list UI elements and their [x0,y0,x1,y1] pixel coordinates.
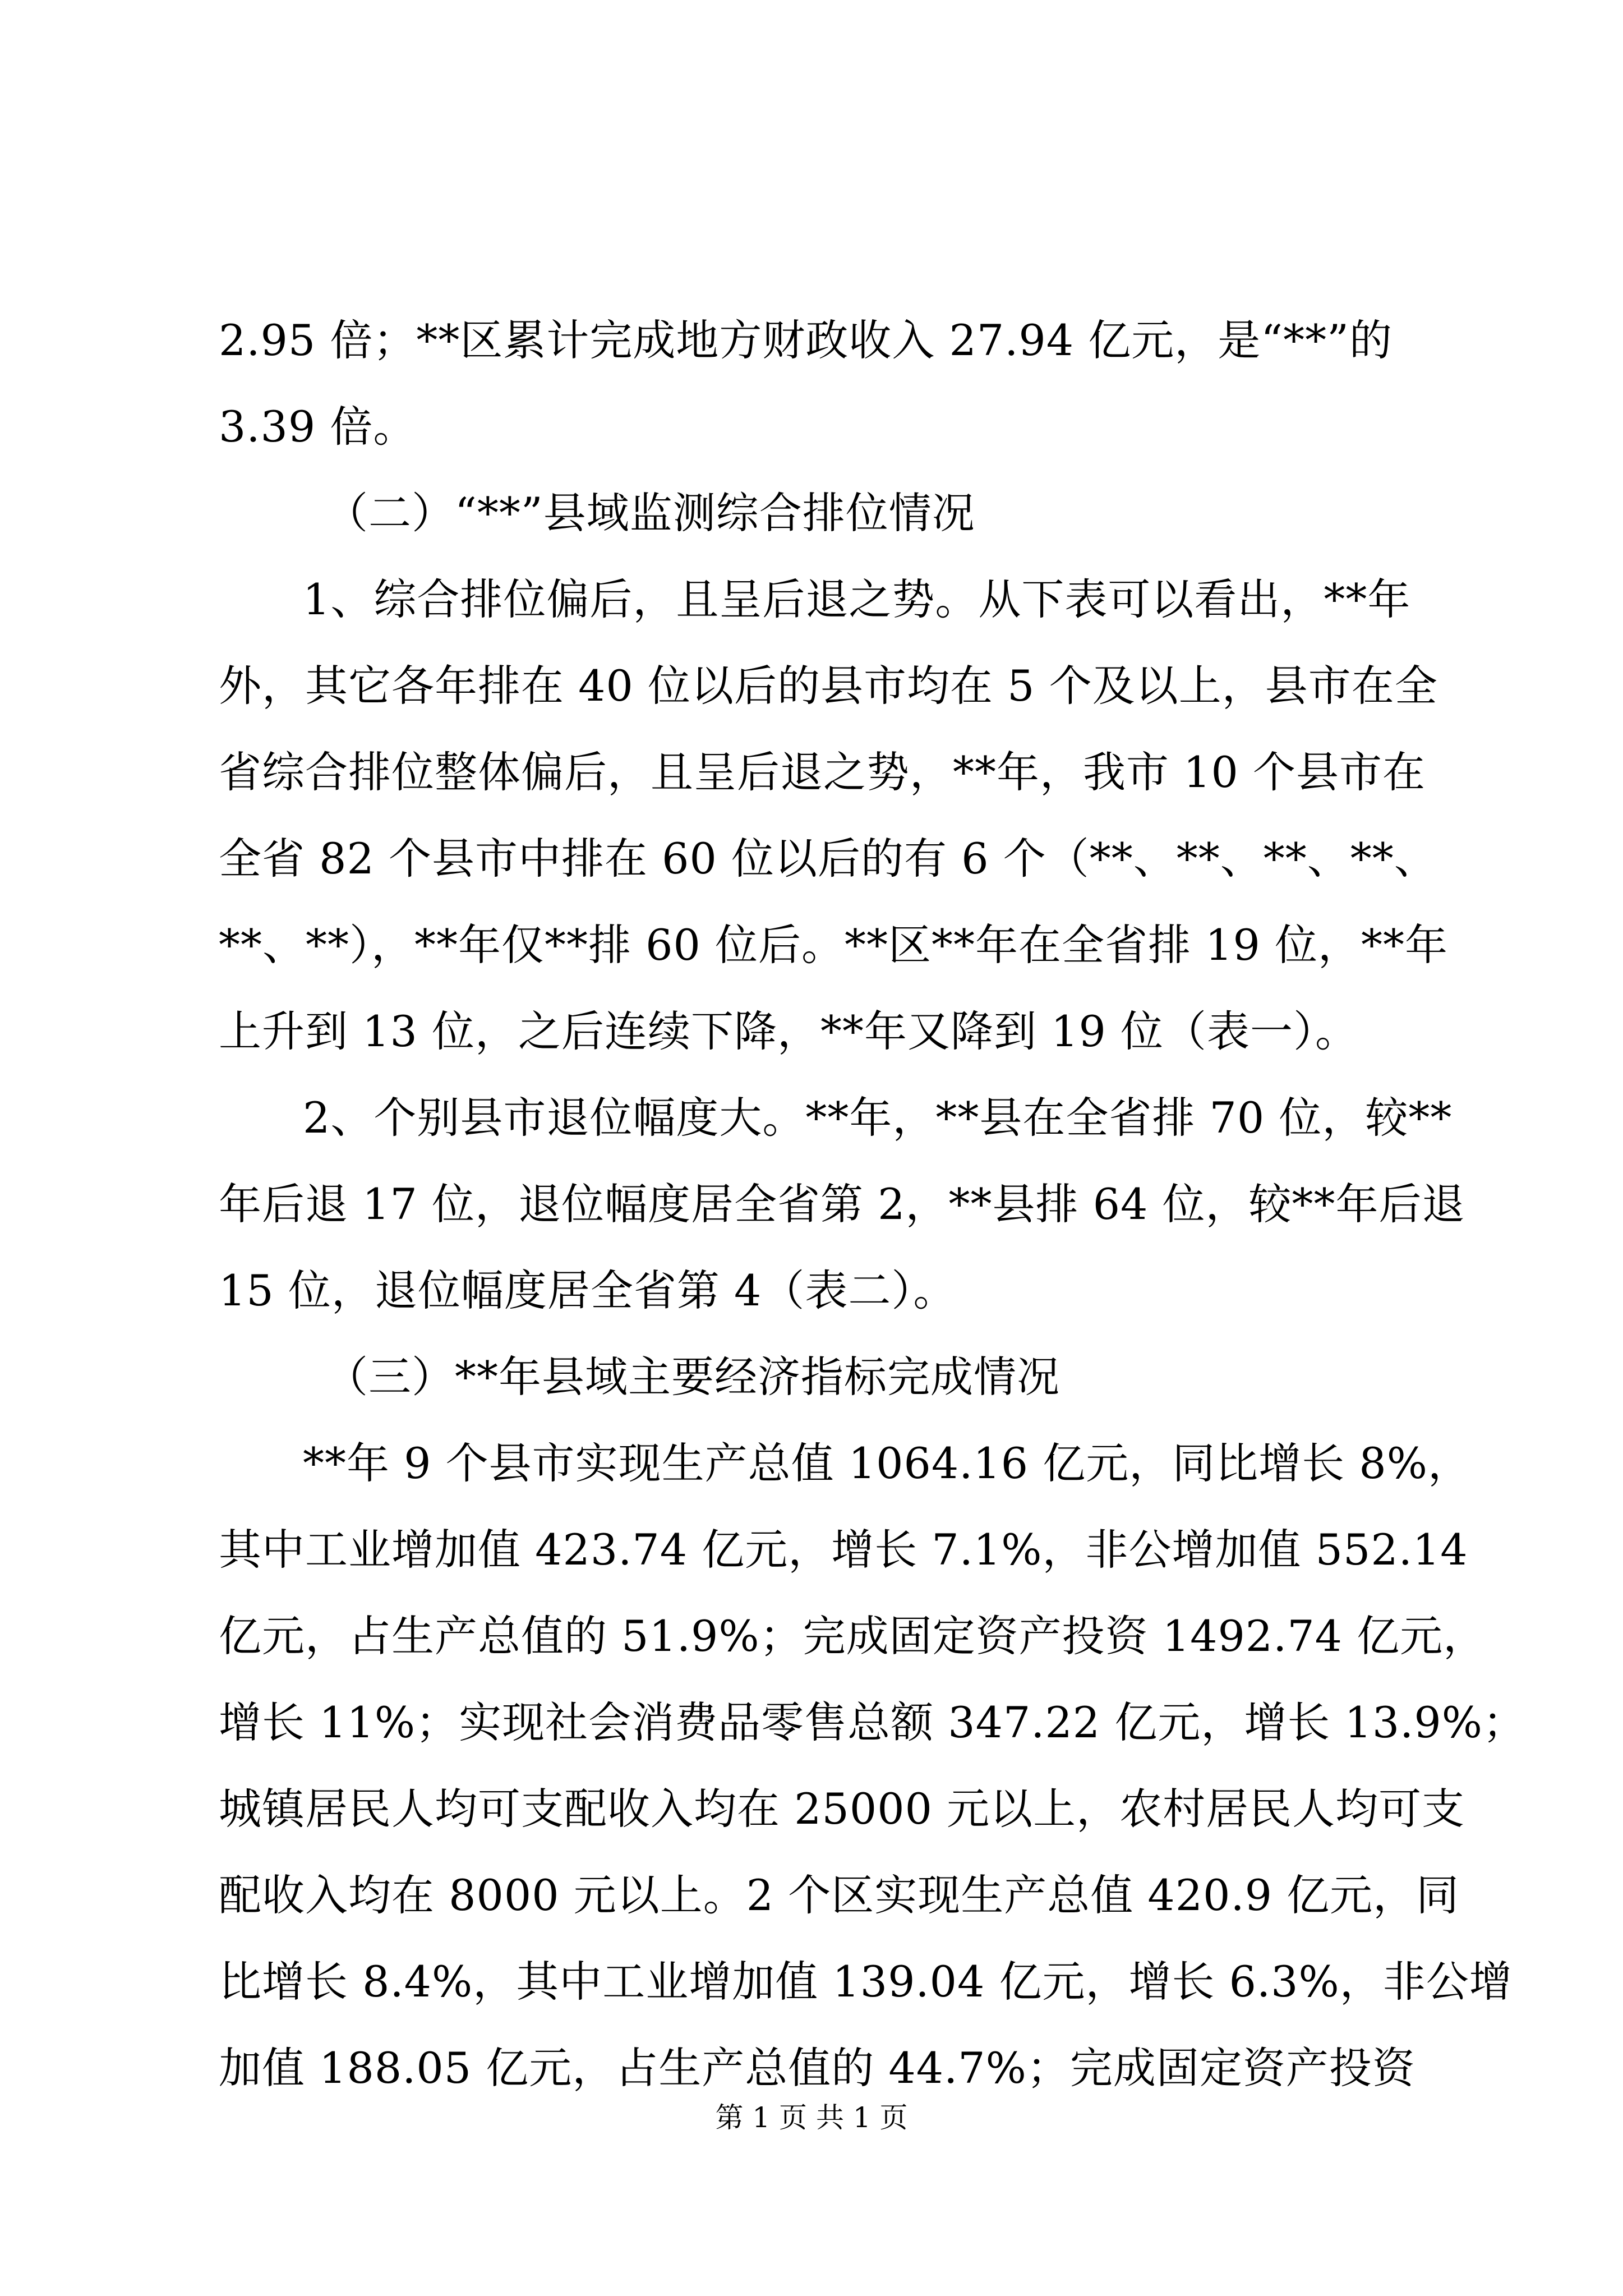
section-heading: （二）“**”县域监测综合排位情况 [325,488,975,538]
text-line: 配收入均在 8000 元以上。2 个区实现生产总值 420.9 亿元，同 [219,1870,1460,1920]
paragraph-first-line: 1、综合排位偏后，且呈后退之势。从下表可以看出，**年 [303,574,1411,624]
text-line: 全省 82 个县市中排在 60 位以后的有 6 个（**、**、**、**、 [219,834,1437,884]
text-line: 增长 11%；实现社会消费品零售总额 347.22 亿元，增长 13.9%； [219,1697,1526,1747]
section-heading: （三）**年县域主要经济指标完成情况 [325,1352,1060,1402]
paragraph-first-line: **年 9 个县市实现生产总值 1064.16 亿元，同比增长 8%， [303,1438,1471,1488]
text-line: **、**），**年仅**排 60 位后。**区**年在全省排 19 位，**年 [219,920,1449,970]
text-line: 亿元，占生产总值的 51.9%；完成固定资产投资 1492.74 亿元， [219,1611,1487,1661]
text-line: 外，其它各年排在 40 位以后的县市均在 5 个及以上，县市在全 [219,661,1438,711]
text-line: 比增长 8.4%，其中工业增加值 139.04 亿元，增长 6.3%，非公增 [219,1957,1513,2007]
paragraph-first-line: 2、个别县市退位幅度大。**年，**县在全省排 70 位，较** [303,1093,1453,1143]
text-line: 加值 188.05 亿元，占生产总值的 44.7%；完成固定资产投资 [219,2043,1415,2093]
text-line: 2.95 倍；**区累计完成地方财政收入 27.94 亿元，是“**”的 [219,315,1393,365]
text-line: 其中工业增加值 423.74 亿元，增长 7.1%，非公增加值 552.14 [219,1525,1468,1575]
text-line: 3.39 倍。 [219,402,417,452]
page-footer: 第 1 页 共 1 页 [715,2101,908,2134]
text-line: 省综合排位整体偏后，且呈后退之势，**年，我市 10 个县市在 [219,747,1426,797]
text-line: 城镇居民人均可支配收入均在 25000 元以上，农村居民人均可支 [219,1784,1465,1834]
body-text [219,297,1526,2111]
text-line: 15 位，退位幅度居全省第 4（表二）。 [219,1266,957,1315]
text-line: 年后退 17 位，退位幅度居全省第 2，**县排 64 位，较**年后退 [219,1179,1465,1229]
text-line: 上升到 13 位，之后连续下降，**年又降到 19 位（表一）。 [219,1006,1359,1056]
